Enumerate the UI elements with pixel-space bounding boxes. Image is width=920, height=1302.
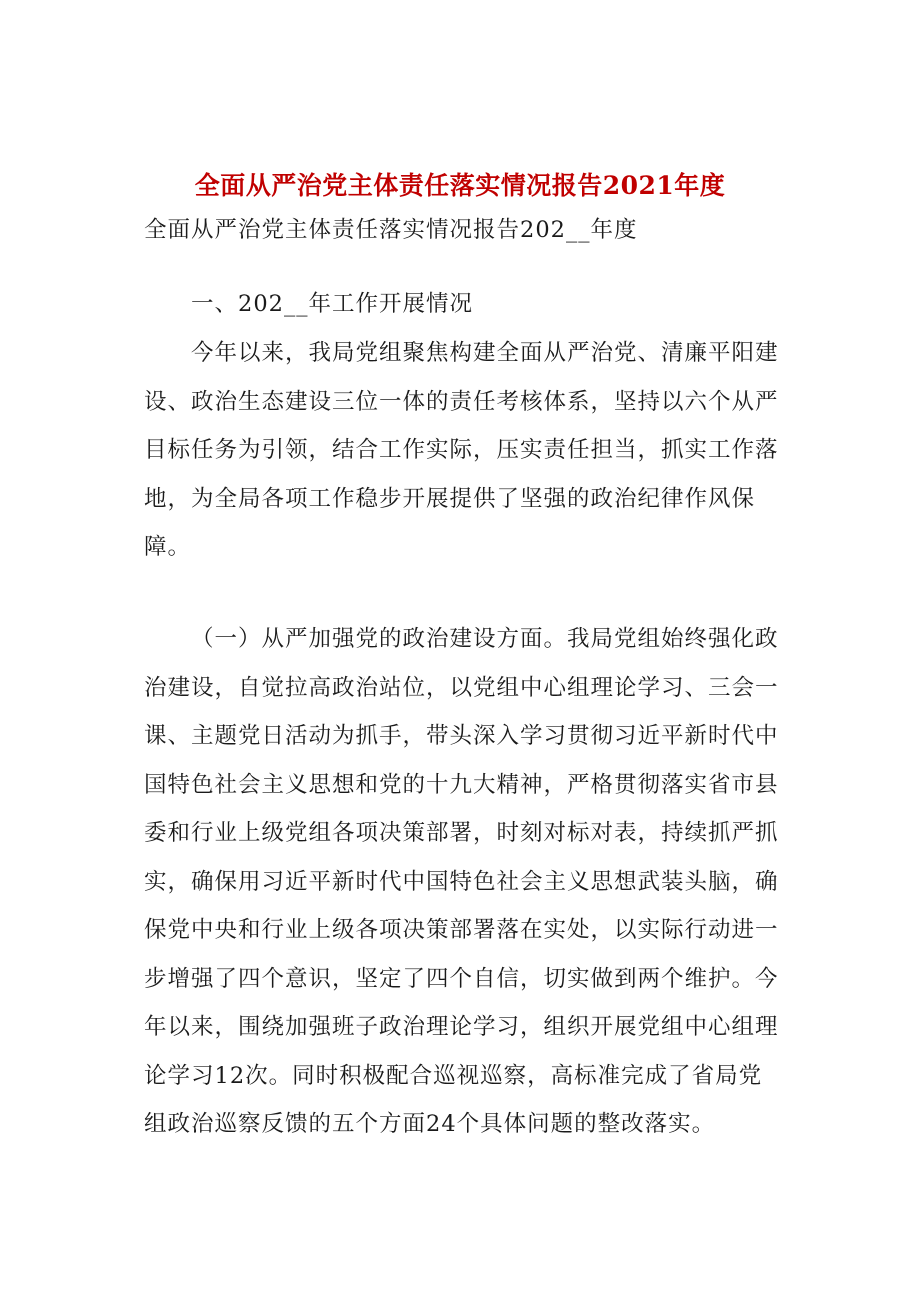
section-heading: 一、202__年工作开展情况 bbox=[191, 291, 473, 317]
document-subtitle: 全面从严治党主体责任落实情况报告202__年度 bbox=[144, 217, 638, 243]
body-paragraph: （一）从严加强党的政治建设方面。我局党组始终强化政治建设，自觉拉高政治站位，以党组中心组理论学习、三会一课、主题党日活动为抓手，带头深入学习贯彻习近平新时代中国特色社会主义思想和党的十九大精神，严格贯彻落实省市县委和行业上级党组各项决策部署，时刻对标对表，持续抓严抓实，确保用习近平新时代中国特色社会主义思想武装头脑，确保党中央和行业上级各项决策部署落在实处，以实际行动进一步增强了四个意识，坚定了四个自信，切实做到两个维护。今年以来，围绕加强班子政治理论学习，组织开展党组中心组理论学习12次。同时积极配合巡视巡察，高标准完成了省局党组政治巡察反馈的五个方面24个具体问题的整改落实。 bbox=[144, 626, 779, 1137]
document-title: 全面从严治党主体责任落实情况报告2021年度 bbox=[194, 171, 726, 200]
body-paragraph: 今年以来，我局党组聚焦构建全面从严治党、清廉平阳建设、政治生态建设三位一体的责任考核体系，坚持以六个从严目标任务为引领，结合工作实际，压实责任担当，抓实工作落地，为全局各项工作稳步开展提供了坚强的政治纪律作风保障。 bbox=[144, 340, 779, 560]
